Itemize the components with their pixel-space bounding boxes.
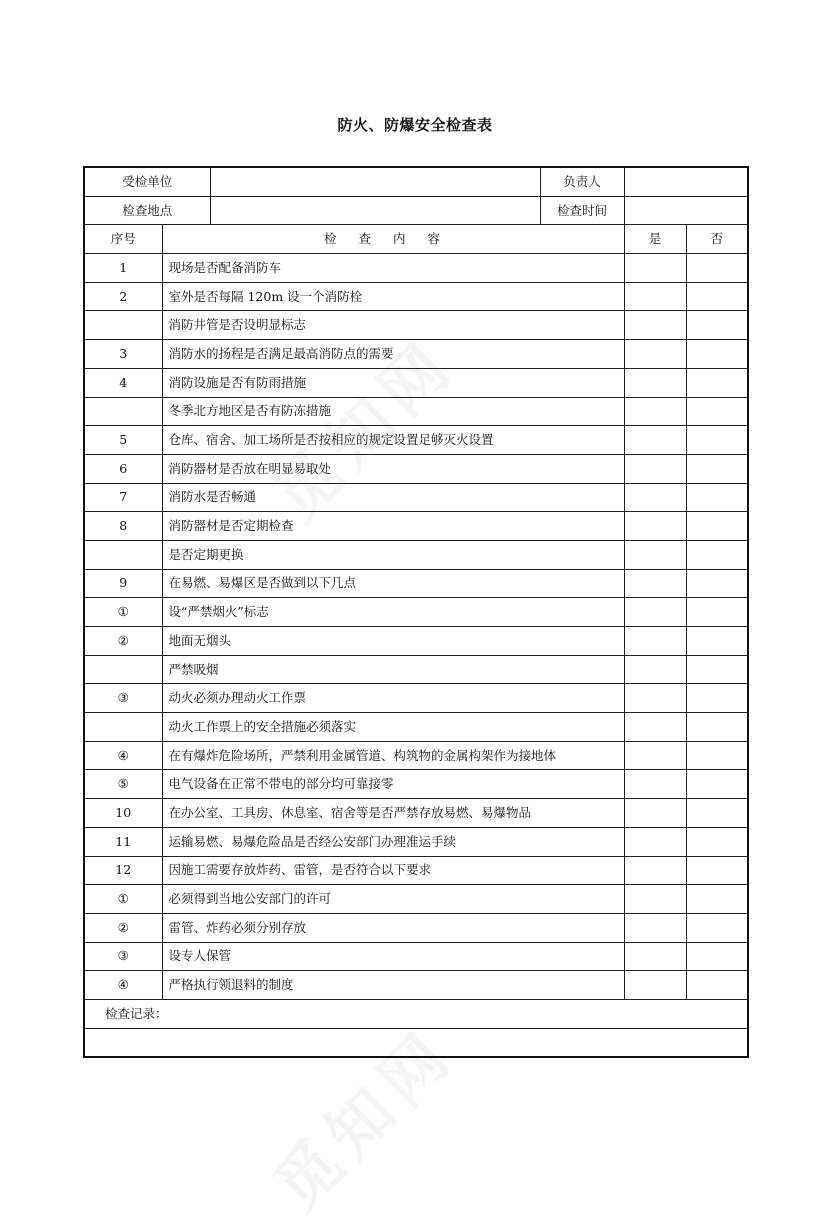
no-check-cell[interactable] [686, 483, 748, 512]
row-content: 动火必须办理动火工作票 [162, 684, 624, 713]
row-number: ③ [84, 684, 162, 713]
yes-check-cell[interactable] [624, 971, 686, 1000]
yes-check-cell[interactable] [624, 741, 686, 770]
no-check-cell[interactable] [686, 856, 748, 885]
header-content: 检查内容 [162, 225, 624, 254]
no-check-cell[interactable] [686, 368, 748, 397]
yes-check-cell[interactable] [624, 913, 686, 942]
no-check-cell[interactable] [686, 311, 748, 340]
yes-check-cell[interactable] [624, 684, 686, 713]
row-content: 消防设施是否有防雨措施 [162, 368, 624, 397]
page-title: 防火、防爆安全检查表 [337, 116, 493, 134]
yes-check-cell[interactable] [624, 770, 686, 799]
info-row-2 [84, 196, 748, 225]
row-content: 因施工需要存放炸药、雷管，是否符合以下要求 [162, 856, 624, 885]
info-row-1 [84, 167, 748, 196]
yes-check-cell[interactable] [624, 655, 686, 684]
table-row [84, 340, 748, 369]
yes-check-cell[interactable] [624, 340, 686, 369]
table-row [84, 311, 748, 340]
row-number: ② [84, 913, 162, 942]
no-check-cell[interactable] [686, 713, 748, 742]
yes-check-cell[interactable] [624, 627, 686, 656]
row-content: 是否定期更换 [162, 540, 624, 569]
yes-check-cell[interactable] [624, 713, 686, 742]
row-content: 消防井管是否设明显标志 [162, 311, 624, 340]
table-row [84, 282, 748, 311]
table-header-row [84, 225, 748, 254]
row-number: 7 [84, 483, 162, 512]
row-content: 严格执行领退料的制度 [162, 971, 624, 1000]
yes-check-cell[interactable] [624, 856, 686, 885]
no-check-cell[interactable] [686, 655, 748, 684]
table-row [84, 483, 748, 512]
header-no: 序号 [84, 225, 162, 254]
row-content: 消防水是否畅通 [162, 483, 624, 512]
table-row [84, 426, 748, 455]
row-number: ④ [84, 971, 162, 1000]
yes-check-cell[interactable] [624, 454, 686, 483]
row-content: 室外是否每隔 120m 设一个消防栓 [162, 282, 624, 311]
row-content: 电气设备在正常不带电的部分均可靠接零 [162, 770, 624, 799]
yes-check-cell[interactable] [624, 483, 686, 512]
row-content: 在办公室、工具房、休息室、宿舍等是否严禁存放易燃、易爆物品 [162, 799, 624, 828]
row-number: ① [84, 598, 162, 627]
row-content: 现场是否配备消防车 [162, 254, 624, 283]
no-check-cell[interactable] [686, 340, 748, 369]
row-number: ② [84, 627, 162, 656]
table-row [84, 397, 748, 426]
yes-check-cell[interactable] [624, 282, 686, 311]
record-field[interactable] [84, 1028, 748, 1057]
table-row [84, 913, 748, 942]
record-label: 检查记录： [84, 999, 748, 1028]
row-number: 5 [84, 426, 162, 455]
yes-check-cell[interactable] [624, 885, 686, 914]
yes-check-cell[interactable] [624, 799, 686, 828]
no-check-cell[interactable] [686, 770, 748, 799]
yes-check-cell[interactable] [624, 598, 686, 627]
table-row [84, 856, 748, 885]
row-content: 在易燃、易爆区是否做到以下几点 [162, 569, 624, 598]
no-check-cell[interactable] [686, 282, 748, 311]
row-number: ③ [84, 942, 162, 971]
row-content: 雷管、炸药必须分别存放 [162, 913, 624, 942]
no-check-cell[interactable] [686, 741, 748, 770]
no-check-cell[interactable] [686, 971, 748, 1000]
no-check-cell[interactable] [686, 254, 748, 283]
table-row [84, 512, 748, 541]
person-label: 负责人 [540, 167, 624, 196]
no-check-cell[interactable] [686, 598, 748, 627]
table-row [84, 827, 748, 856]
table-row [84, 540, 748, 569]
no-check-cell[interactable] [686, 426, 748, 455]
yes-check-cell[interactable] [624, 942, 686, 971]
no-check-cell[interactable] [686, 454, 748, 483]
row-number [84, 713, 162, 742]
row-content: 消防器材是否定期检查 [162, 512, 624, 541]
row-content: 设“严禁烟火”标志 [162, 598, 624, 627]
yes-check-cell[interactable] [624, 827, 686, 856]
no-check-cell[interactable] [686, 512, 748, 541]
no-check-cell[interactable] [686, 913, 748, 942]
yes-check-cell[interactable] [624, 540, 686, 569]
table-row [84, 684, 748, 713]
row-content: 必须得到当地公安部门的许可 [162, 885, 624, 914]
header-yes: 是 [624, 225, 686, 254]
no-check-cell[interactable] [686, 885, 748, 914]
row-number: 4 [84, 368, 162, 397]
no-check-cell[interactable] [686, 627, 748, 656]
row-content: 在有爆炸危险场所，严禁利用金属管道、构筑物的金属构架作为接地体 [162, 741, 624, 770]
row-number: 12 [84, 856, 162, 885]
row-number: ① [84, 885, 162, 914]
row-content: 消防水的扬程是否满足最高消防点的需要 [162, 340, 624, 369]
row-number: 6 [84, 454, 162, 483]
table-row [84, 971, 748, 1000]
row-number [84, 655, 162, 684]
table-row [84, 655, 748, 684]
no-check-cell[interactable] [686, 942, 748, 971]
record-field-row [84, 1028, 748, 1057]
yes-check-cell[interactable] [624, 311, 686, 340]
row-number: 11 [84, 827, 162, 856]
row-content: 动火工作票上的安全措施必须落实 [162, 713, 624, 742]
no-check-cell[interactable] [686, 684, 748, 713]
table-row [84, 942, 748, 971]
person-field[interactable] [624, 167, 748, 196]
inspection-form [83, 166, 749, 1058]
row-number: ④ [84, 741, 162, 770]
yes-check-cell[interactable] [624, 368, 686, 397]
row-content: 地面无烟头 [162, 627, 624, 656]
row-number: 2 [84, 282, 162, 311]
row-content: 仓库、宿舍、加工场所是否按相应的规定设置足够灭火设置 [162, 426, 624, 455]
row-number [84, 311, 162, 340]
row-number [84, 397, 162, 426]
row-number: 3 [84, 340, 162, 369]
table-row [84, 713, 748, 742]
row-number: ⑤ [84, 770, 162, 799]
no-check-cell[interactable] [686, 540, 748, 569]
unit-label: 受检单位 [84, 167, 210, 196]
table-row [84, 254, 748, 283]
table-row [84, 885, 748, 914]
row-content: 冬季北方地区是否有防冻措施 [162, 397, 624, 426]
yes-check-cell[interactable] [624, 569, 686, 598]
no-check-cell[interactable] [686, 397, 748, 426]
row-content: 运输易燃、易爆危险品是否经公安部门办理准运手续 [162, 827, 624, 856]
location-label: 检查地点 [84, 196, 210, 225]
row-number: 8 [84, 512, 162, 541]
time-label: 检查时间 [540, 196, 624, 225]
table-row [84, 598, 748, 627]
table-row [84, 454, 748, 483]
row-content: 消防器材是否放在明显易取处 [162, 454, 624, 483]
row-number: 1 [84, 254, 162, 283]
table-row [84, 799, 748, 828]
no-check-cell[interactable] [686, 799, 748, 828]
time-field[interactable] [624, 196, 748, 225]
row-content: 设专人保管 [162, 942, 624, 971]
yes-check-cell[interactable] [624, 426, 686, 455]
no-check-cell[interactable] [686, 827, 748, 856]
row-number [84, 540, 162, 569]
no-check-cell[interactable] [686, 569, 748, 598]
header-no-col: 否 [686, 225, 748, 254]
unit-field[interactable] [210, 167, 540, 196]
location-field[interactable] [210, 196, 540, 225]
table-row [84, 368, 748, 397]
table-row [84, 770, 748, 799]
record-label-row [84, 999, 748, 1028]
table-row [84, 741, 748, 770]
yes-check-cell[interactable] [624, 397, 686, 426]
yes-check-cell[interactable] [624, 512, 686, 541]
table-row [84, 627, 748, 656]
table-row [84, 569, 748, 598]
row-number: 10 [84, 799, 162, 828]
row-content: 严禁吸烟 [162, 655, 624, 684]
yes-check-cell[interactable] [624, 254, 686, 283]
row-number: 9 [84, 569, 162, 598]
